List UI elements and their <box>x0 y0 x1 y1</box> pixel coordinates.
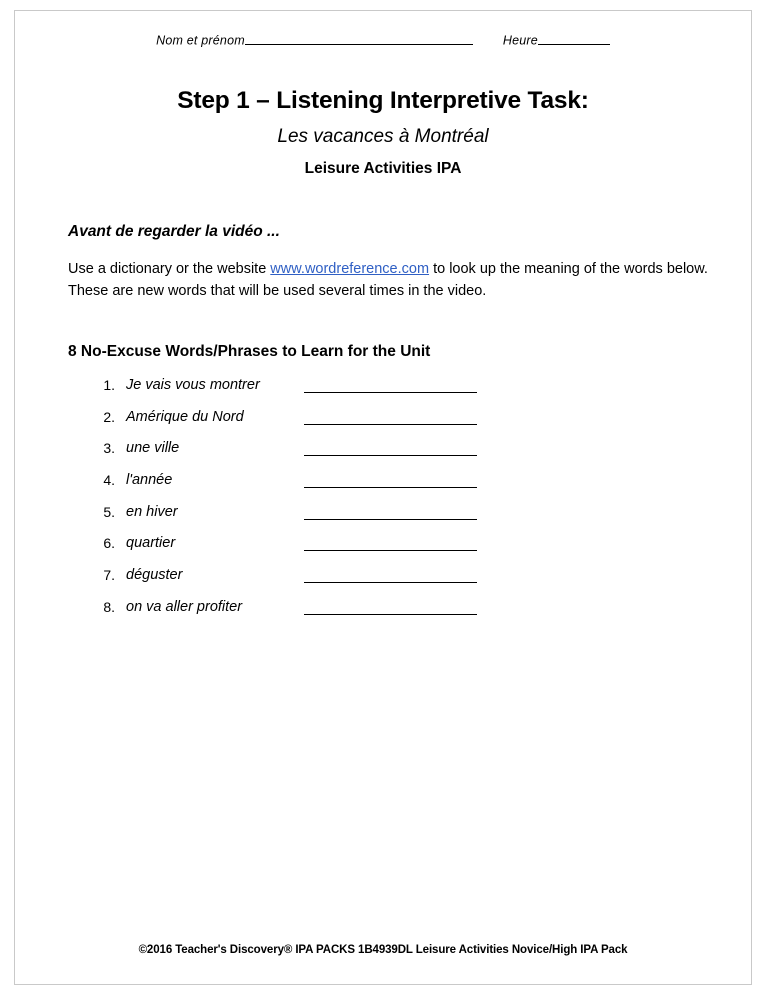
words-heading: 8 No-Excuse Words/Phrases to Learn for the Unit <box>68 343 431 360</box>
item-number: 8. <box>103 598 115 615</box>
list-item <box>68 504 688 536</box>
section-heading: Avant de regarder la vidéo ... <box>68 223 280 240</box>
list-item <box>68 377 688 409</box>
page-subtitle: Les vacances à Montréal <box>277 126 489 147</box>
item-word: on va aller profiter <box>126 598 243 615</box>
instructions-part-2: to look up the meaning of the words below. These are new words that will be used several times in the video. <box>68 261 708 300</box>
item-word: quartier <box>126 535 176 552</box>
answer-blank[interactable] <box>304 392 477 393</box>
item-number: 6. <box>103 535 115 552</box>
page-footer: ©2016 Teacher's Discovery® IPA PACKS 1B4939DL Leisure Activities Novice/High IPA Pack <box>138 944 628 956</box>
unit-title: Leisure Activities IPA <box>304 160 462 177</box>
answer-blank[interactable] <box>304 519 477 520</box>
page-title: Step 1 – Listening Interpretive Task: <box>177 87 589 114</box>
item-number: 3. <box>103 440 115 457</box>
name-label: Nom et prénom <box>156 33 245 48</box>
list-item <box>68 535 688 567</box>
answer-blank[interactable] <box>304 550 477 551</box>
item-word: Amérique du Nord <box>126 408 244 425</box>
list-item <box>68 567 688 599</box>
time-label: Heure <box>502 33 538 48</box>
name-blank-line[interactable] <box>245 33 473 45</box>
answer-blank[interactable] <box>304 487 477 488</box>
item-word: en hiver <box>126 503 178 520</box>
item-number: 1. <box>103 377 115 393</box>
item-number: 5. <box>103 503 115 520</box>
list-item <box>68 409 688 441</box>
list-item <box>68 472 688 504</box>
instructions-part-1: Use a dictionary or the website <box>68 261 271 277</box>
worksheet-page <box>14 10 752 985</box>
vocabulary-list <box>68 377 688 631</box>
list-item <box>68 440 688 472</box>
item-word: une ville <box>126 440 180 457</box>
answer-blank[interactable] <box>304 614 477 615</box>
answer-blank[interactable] <box>304 455 477 456</box>
item-number: 2. <box>103 408 115 425</box>
list-item <box>68 599 688 631</box>
wordreference-link[interactable]: www.wordreference.com <box>270 261 430 277</box>
item-word: déguster <box>126 567 183 584</box>
answer-blank[interactable] <box>304 582 477 583</box>
time-blank-line[interactable] <box>538 33 610 45</box>
instructions-text <box>68 258 708 303</box>
item-word: Je vais vous montrer <box>126 377 260 393</box>
student-info-row <box>15 33 751 48</box>
answer-blank[interactable] <box>304 424 477 425</box>
item-number: 7. <box>103 567 115 584</box>
item-word: l'année <box>126 472 173 489</box>
item-number: 4. <box>103 472 115 489</box>
